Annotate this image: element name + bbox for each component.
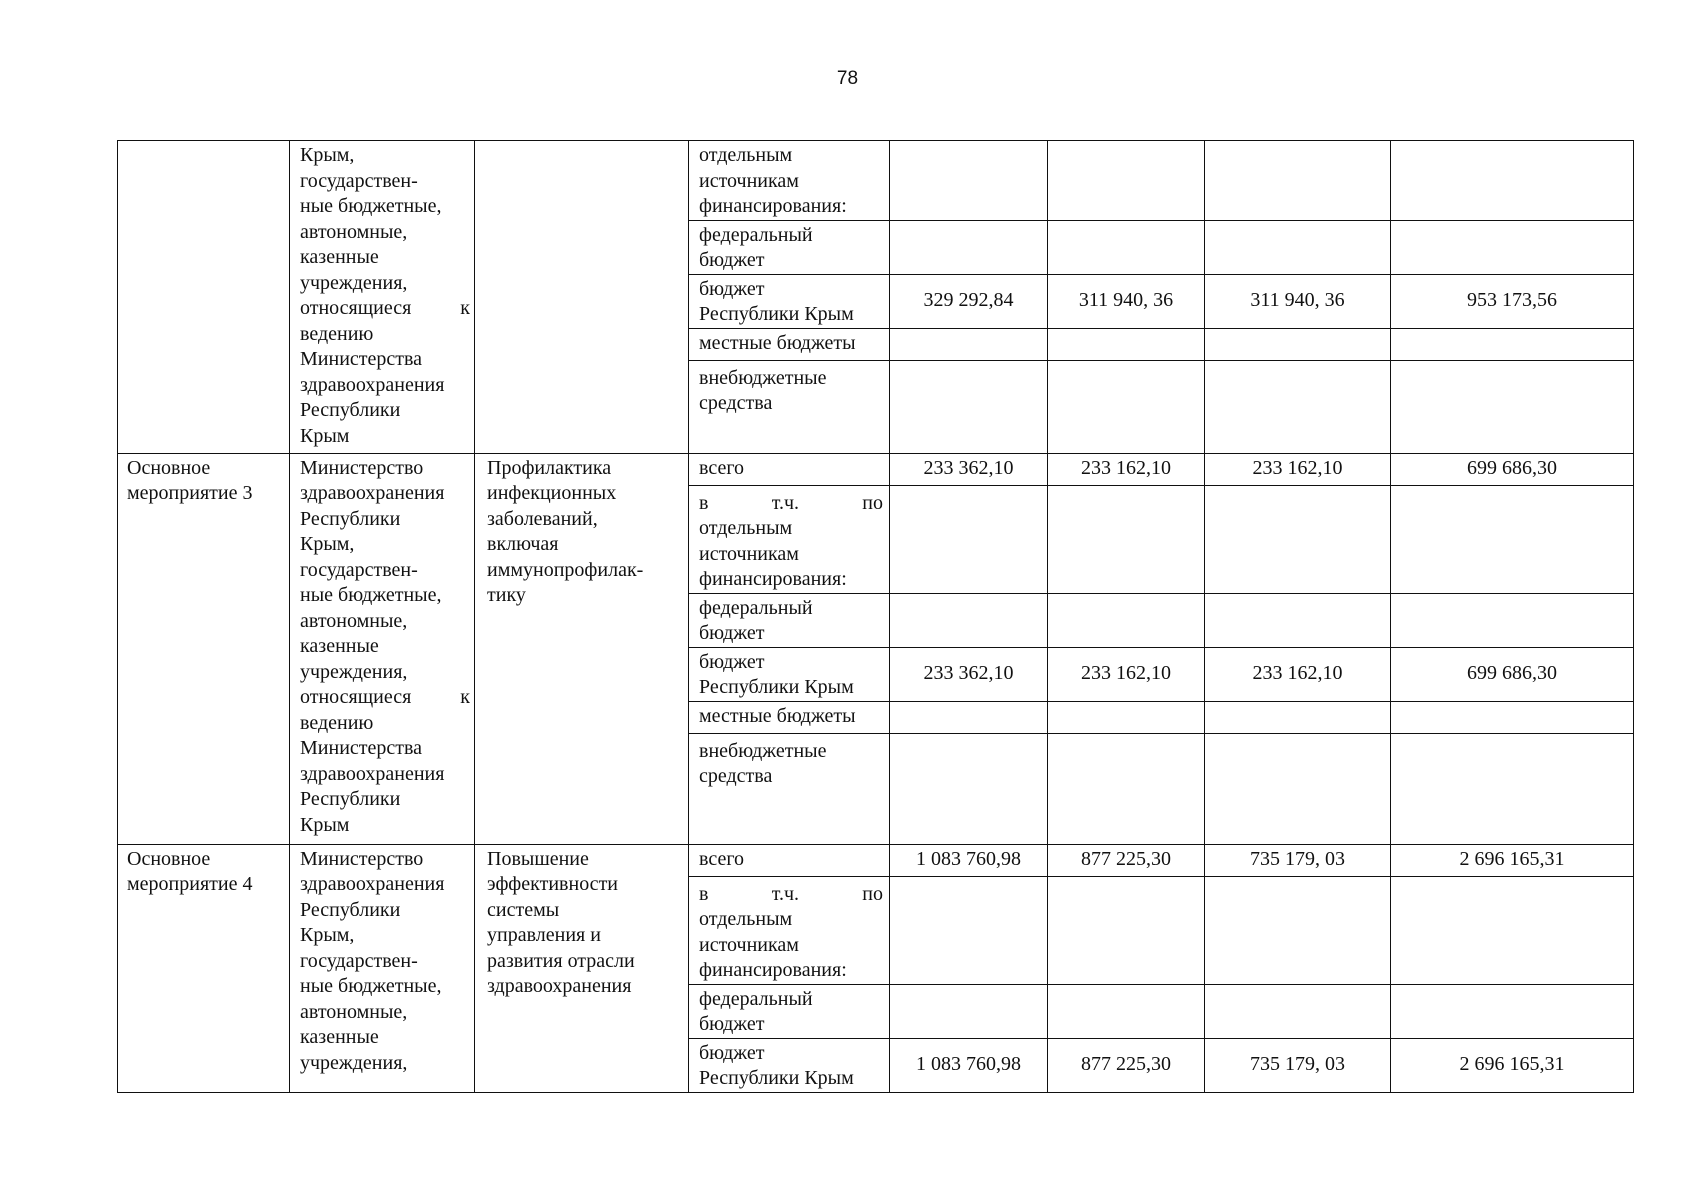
source-label-cell: всего (689, 844, 890, 876)
measure-name-cell (475, 141, 689, 454)
value-cell (1048, 485, 1205, 593)
measure-name-cell: Профилактика инфекционных заболеваний, включая иммунопрофилак- тику (475, 453, 689, 844)
table-row (118, 141, 1634, 221)
source-label-cell: федеральный бюджет (689, 984, 890, 1038)
value-cell: 2 696 165,31 (1391, 1038, 1634, 1092)
table-row (118, 844, 1634, 876)
value-cell (1048, 328, 1205, 360)
value-cell (1391, 984, 1634, 1038)
source-label-cell: внебюджетные средства (689, 360, 890, 453)
value-cell (1205, 328, 1391, 360)
value-cell: 233 162,10 (1048, 453, 1205, 485)
value-cell (1048, 733, 1205, 844)
value-cell: 1 083 760,98 (890, 844, 1048, 876)
value-cell (1205, 593, 1391, 647)
source-label-cell: внебюджетные средства (689, 733, 890, 844)
source-label-cell: бюджет Республики Крым (689, 647, 890, 701)
measure-name-cell: Повышение эффективности системы управления и развития отрасли здравоохранения (475, 844, 689, 1092)
value-cell: 1 083 760,98 (890, 1038, 1048, 1092)
value-cell (1048, 701, 1205, 733)
value-cell (890, 593, 1048, 647)
value-cell (1205, 485, 1391, 593)
value-cell (1048, 220, 1205, 274)
value-cell: 233 162,10 (1048, 647, 1205, 701)
value-cell (1205, 984, 1391, 1038)
value-cell (890, 733, 1048, 844)
value-cell (890, 701, 1048, 733)
event-cell: Основное мероприятие 4 (118, 844, 290, 1092)
value-cell (1205, 701, 1391, 733)
value-cell: 233 362,10 (890, 453, 1048, 485)
value-cell (1048, 593, 1205, 647)
value-cell (1391, 701, 1634, 733)
value-cell (1391, 485, 1634, 593)
source-label-cell: в т.ч. по отдельным источникам финансирования: (689, 485, 890, 593)
source-label-cell: отдельным источникам финансирования: (689, 141, 890, 221)
source-label-cell: в т.ч. по отдельным источникам финансирования: (689, 876, 890, 984)
value-cell (1048, 876, 1205, 984)
table-row (118, 453, 1634, 485)
executor-cell: Министерство здравоохранения Республики Крым, государствен- ные бюджетные, автономные, казенные учреждения, относящиеся к ведению Министерства здравоохранения Республики Крым (290, 453, 475, 844)
value-cell: 735 179, 03 (1205, 844, 1391, 876)
value-cell (890, 360, 1048, 453)
value-cell (1205, 220, 1391, 274)
value-cell (1205, 360, 1391, 453)
source-label-cell: федеральный бюджет (689, 593, 890, 647)
value-cell: 329 292,84 (890, 274, 1048, 328)
value-cell: 699 686,30 (1391, 647, 1634, 701)
value-cell (1205, 141, 1391, 221)
value-cell: 877 225,30 (1048, 844, 1205, 876)
value-cell: 2 696 165,31 (1391, 844, 1634, 876)
value-cell (890, 141, 1048, 221)
event-cell: Основное мероприятие 3 (118, 453, 290, 844)
financing-table (117, 140, 1634, 1093)
value-cell (1048, 984, 1205, 1038)
value-cell (1391, 733, 1634, 844)
value-cell: 699 686,30 (1391, 453, 1634, 485)
value-cell (1391, 328, 1634, 360)
value-cell (1391, 360, 1634, 453)
value-cell: 877 225,30 (1048, 1038, 1205, 1092)
value-cell (1391, 220, 1634, 274)
value-cell (890, 876, 1048, 984)
executor-cell: Министерство здравоохранения Республики Крым, государствен- ные бюджетные, автономные, казенные учреждения, (290, 844, 475, 1092)
value-cell (890, 984, 1048, 1038)
source-label-cell: местные бюджеты (689, 701, 890, 733)
value-cell: 735 179, 03 (1205, 1038, 1391, 1092)
value-cell: 311 940, 36 (1048, 274, 1205, 328)
source-label-cell: всего (689, 453, 890, 485)
page-number: 78 (836, 68, 859, 89)
event-cell (118, 141, 290, 454)
value-cell (1205, 876, 1391, 984)
source-label-cell: федеральный бюджет (689, 220, 890, 274)
value-cell: 233 362,10 (890, 647, 1048, 701)
value-cell (1048, 141, 1205, 221)
value-cell: 233 162,10 (1205, 647, 1391, 701)
source-label-cell: бюджет Республики Крым (689, 274, 890, 328)
value-cell (1391, 593, 1634, 647)
value-cell: 953 173,56 (1391, 274, 1634, 328)
value-cell (1205, 733, 1391, 844)
value-cell: 311 940, 36 (1205, 274, 1391, 328)
value-cell: 233 162,10 (1205, 453, 1391, 485)
value-cell (890, 220, 1048, 274)
executor-cell: Крым, государствен- ные бюджетные, автономные, казенные учреждения, относящиеся к ведению Министерства здравоохранения Республики Крым (290, 141, 475, 454)
value-cell (890, 485, 1048, 593)
source-label-cell: местные бюджеты (689, 328, 890, 360)
source-label-cell: бюджет Республики Крым (689, 1038, 890, 1092)
value-cell (1391, 141, 1634, 221)
value-cell (890, 328, 1048, 360)
value-cell (1048, 360, 1205, 453)
value-cell (1391, 876, 1634, 984)
